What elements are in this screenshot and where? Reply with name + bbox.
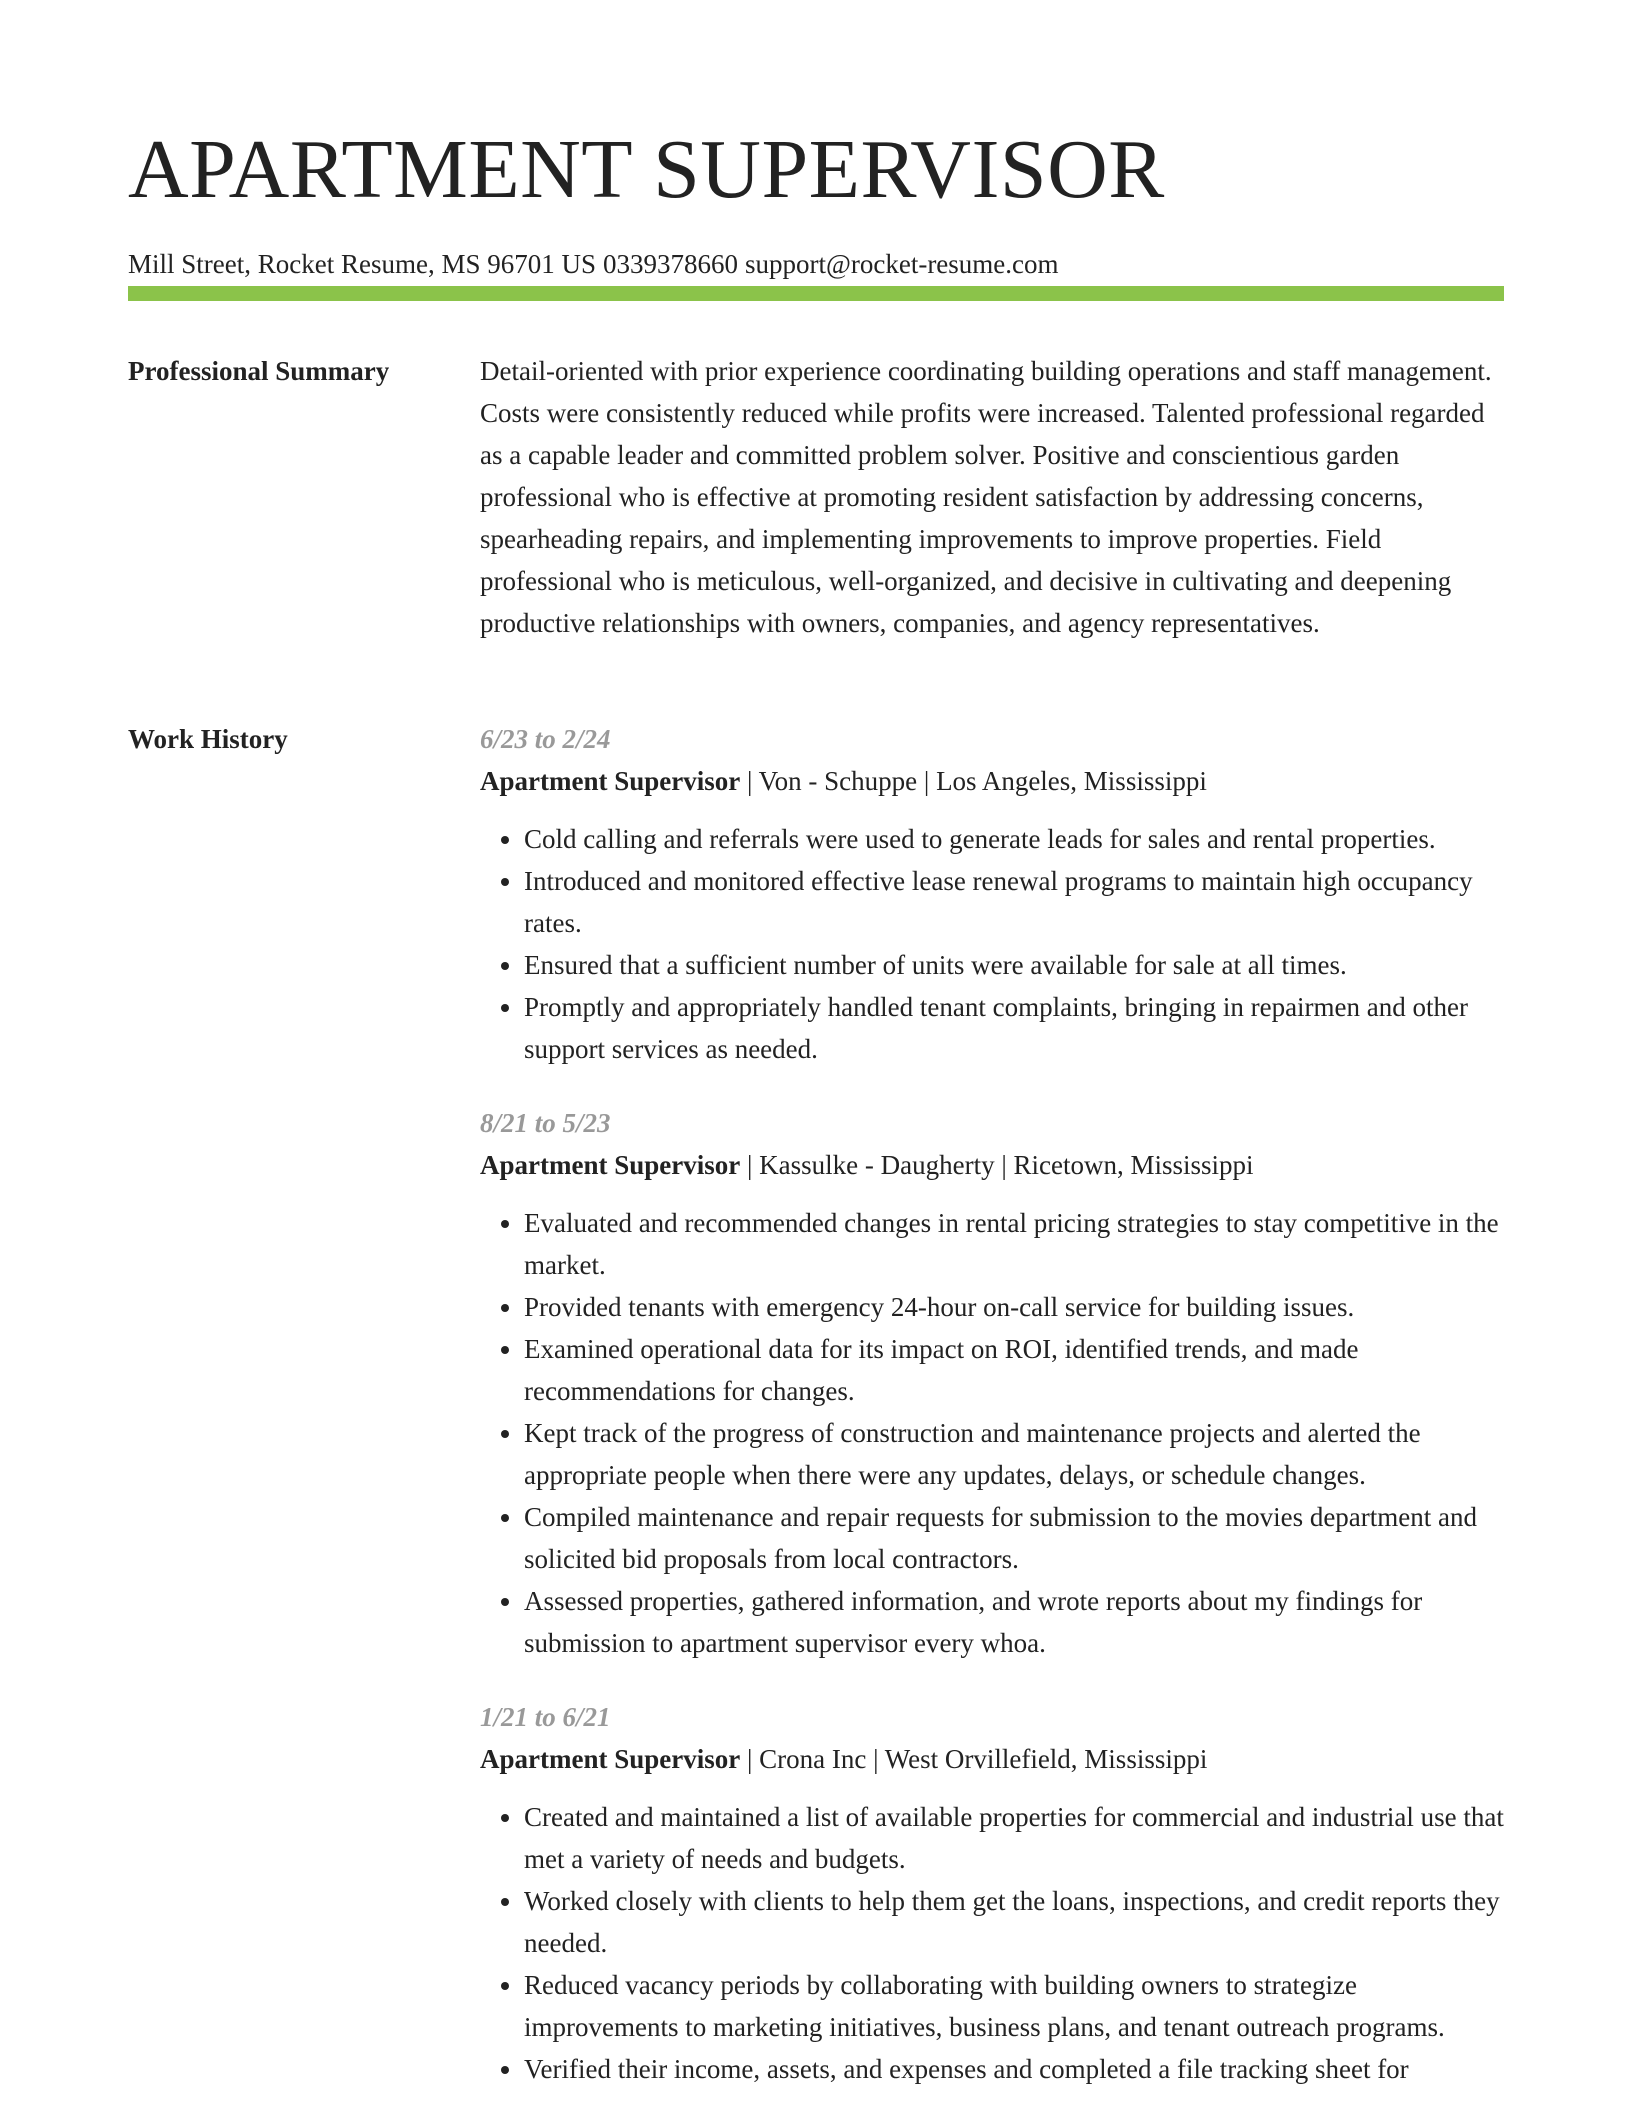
separator: | bbox=[746, 1150, 753, 1180]
jobs-list bbox=[480, 718, 1504, 2112]
candidate-name: APARTMENT SUPERVISOR bbox=[128, 123, 1165, 216]
job-dates: 6/23 to 2/24 bbox=[480, 724, 611, 754]
work-history-heading: Work History bbox=[128, 724, 288, 754]
job-entry bbox=[480, 1696, 1504, 2090]
job-bullet: • Promptly and appropriately handled tenant complaints, bringing in repairmen and other support services as needed. bbox=[524, 986, 1504, 1070]
job-bullet: • Provided tenants with emergency 24-hour on-call service for building issues. bbox=[524, 1286, 1504, 1328]
job-company: Kassulke - Daugherty bbox=[759, 1150, 995, 1180]
job-title: Apartment Supervisor bbox=[480, 766, 741, 796]
summary-text: Detail-oriented with prior experience coordinating building operations and staff management. Costs were consistently reduced while profits were increased. Talented professional regarded as a capable leader and committed problem solver. Positive and conscientious garden professional who is effective at promoting resident satisfaction by addressing concerns, spearheading repairs, and implementing improvements to improve properties. Field professional who is meticulous, well-organized, and decisive in cultivating and deepening productive relationships with owners, companies, and agency representatives. bbox=[480, 356, 1492, 638]
job-location: West Orvillefield, Mississippi bbox=[884, 1744, 1208, 1774]
job-bullet: • Evaluated and recommended changes in rental pricing strategies to stay competitive in the market. bbox=[524, 1202, 1504, 1286]
job-bullet: • Examined operational data for its impact on ROI, identified trends, and made recommendations for changes. bbox=[524, 1328, 1504, 1412]
header-divider bbox=[128, 286, 1504, 301]
contact-line bbox=[128, 246, 1504, 282]
job-bullet: • Created and maintained a list of available properties for commercial and industrial use that met a variety of needs and budgets. bbox=[524, 1796, 1504, 1880]
contact-email: support@rocket-resume.com bbox=[745, 249, 1059, 279]
job-dates: 8/21 to 5/23 bbox=[480, 1108, 611, 1138]
summary-heading: Professional Summary bbox=[128, 356, 390, 386]
job-title: Apartment Supervisor bbox=[480, 1744, 741, 1774]
separator: | bbox=[1001, 1150, 1007, 1180]
separator: | bbox=[923, 766, 930, 796]
job-bullet: • Compiled maintenance and repair requests for submission to the movies department and solicited bid proposals from local contractors. bbox=[524, 1496, 1504, 1580]
job-location: Los Angeles, Mississippi bbox=[936, 766, 1207, 796]
job-bullets bbox=[480, 818, 1504, 1070]
job-company: Von - Schuppe bbox=[758, 766, 918, 796]
job-title: Apartment Supervisor bbox=[480, 1150, 741, 1180]
job-bullet: • Assessed properties, gathered information, and wrote reports about my findings for submission to apartment supervisor every whoa. bbox=[524, 1580, 1504, 1664]
job-bullet: • Worked closely with clients to help them get the loans, inspections, and credit reports they needed. bbox=[524, 1880, 1504, 1964]
job-entry bbox=[480, 1102, 1504, 1664]
job-bullet: • Ensured that a sufficient number of units were available for sale at all times. bbox=[524, 944, 1504, 986]
job-heading-line bbox=[480, 1144, 1504, 1186]
job-bullets bbox=[480, 1202, 1504, 1664]
job-entry bbox=[480, 718, 1504, 1070]
contact-phone: 0339378660 bbox=[603, 249, 738, 279]
resume-header bbox=[128, 118, 1504, 282]
job-heading-line bbox=[480, 760, 1504, 802]
job-bullet: • Kept track of the progress of construction and maintenance projects and alerted the appropriate people when there were any updates, delays, or schedule changes. bbox=[524, 1412, 1504, 1496]
job-location: Ricetown, Mississippi bbox=[1013, 1150, 1254, 1180]
job-company: Crona Inc bbox=[759, 1744, 867, 1774]
job-bullet: • Reduced vacancy periods by collaborating with building owners to strategize improvements to marketing initiatives, business plans, and tenant outreach programs. bbox=[524, 1964, 1504, 2048]
separator: | bbox=[746, 766, 753, 796]
separator: | bbox=[746, 1744, 753, 1774]
job-bullets bbox=[480, 1796, 1504, 2090]
job-bullet: • Cold calling and referrals were used to generate leads for sales and rental properties. bbox=[524, 818, 1504, 860]
job-bullet: • Verified their income, assets, and expenses and completed a file tracking sheet for bbox=[524, 2048, 1504, 2090]
job-dates: 1/21 to 6/21 bbox=[480, 1702, 611, 1732]
contact-address: Mill Street, Rocket Resume, MS 96701 US bbox=[128, 249, 596, 279]
job-heading-line bbox=[480, 1738, 1504, 1780]
job-bullet: • Introduced and monitored effective lease renewal programs to maintain high occupancy rates. bbox=[524, 860, 1504, 944]
separator: | bbox=[873, 1744, 879, 1774]
